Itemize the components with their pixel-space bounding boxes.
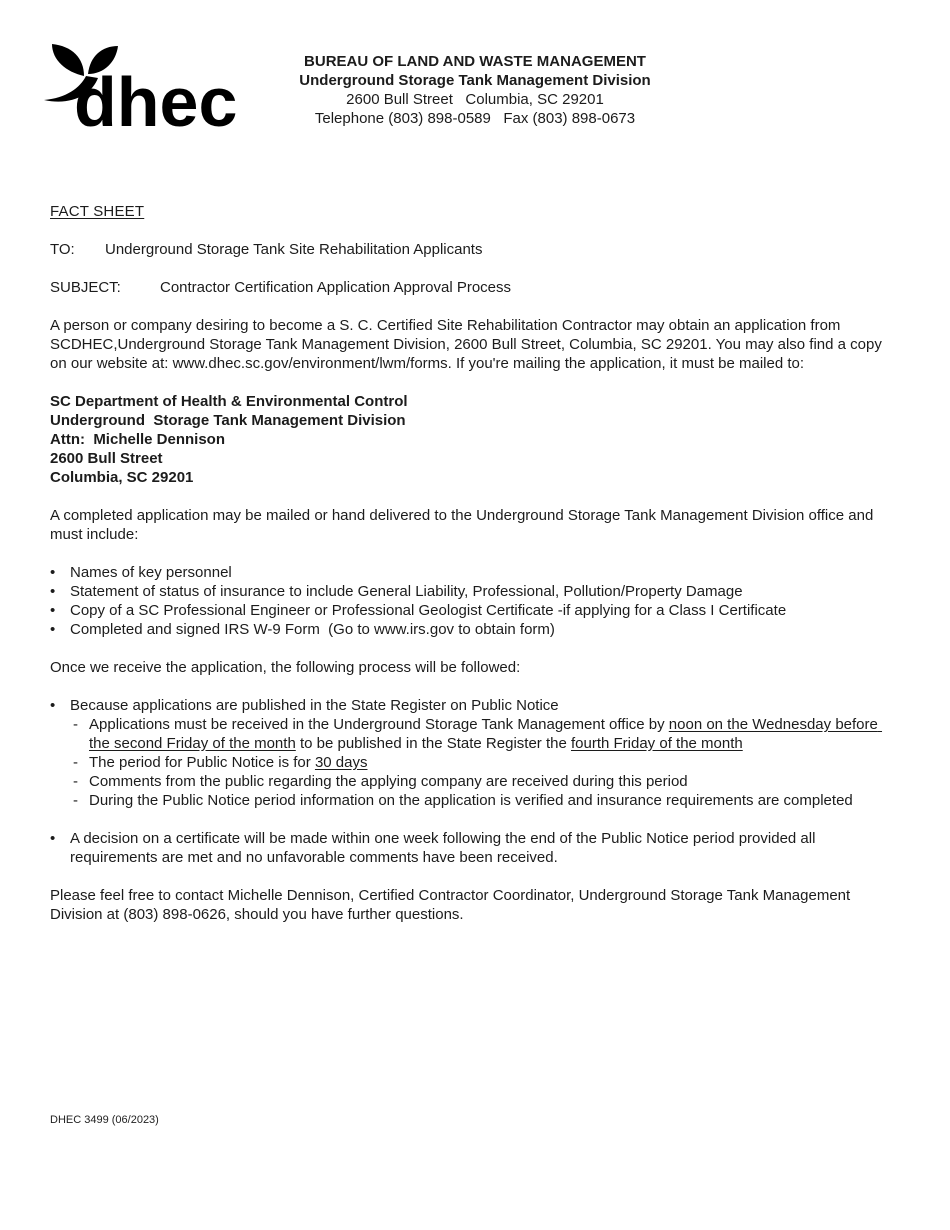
list-item-text: Completed and signed IRS W-9 Form (Go to www.irs.gov to obtain form) bbox=[70, 621, 555, 638]
decision-bullet-text: A decision on a certificate will be made within one week following the end of the Public Notice period provided all requirements are met and no unfavorable comments have been received. bbox=[70, 830, 820, 866]
dash-marker: - bbox=[73, 716, 78, 733]
sub-item-underlined-segment: noon on the Wednesday before the second Friday of the month bbox=[89, 716, 883, 752]
document-body bbox=[50, 202, 887, 943]
process-bullet-content bbox=[70, 696, 882, 810]
sub-item-verification bbox=[73, 791, 882, 810]
to-value: Underground Storage Tank Site Rehabilitation Applicants bbox=[105, 241, 483, 258]
process-intro-paragraph: Once we receive the application, the following process will be followed: bbox=[50, 659, 521, 676]
to-label: TO: bbox=[50, 241, 75, 258]
letterhead bbox=[0, 0, 950, 150]
subject-value: Contractor Certification Application Approval Process bbox=[160, 279, 512, 296]
closing-paragraph: Please feel free to contact Michelle Dennison, Certified Contractor Coordinator, Underground Storage Tank Management Division at (803) 898-0626, should you have further questions. bbox=[50, 887, 855, 923]
sub-item-text: Comments from the public regarding the applying company are received during this period bbox=[89, 773, 688, 790]
dhec-leaf-icon bbox=[44, 42, 249, 132]
list-item bbox=[50, 601, 882, 620]
list-item bbox=[50, 620, 882, 639]
to-line bbox=[50, 240, 882, 259]
intro-paragraph: A person or company desiring to become a S. C. Certified Site Rehabilitation Contractor may obtain an application from SCDHEC,Underground Storage Tank Management Division, 2600 Bull Street, Columbia, SC 29201. You may also find a copy on our website at: www.dhec.sc.gov/environment/lwm/forms. If you're mailing the application, it must be mailed to: bbox=[50, 317, 887, 372]
bullet-marker: • bbox=[50, 602, 56, 619]
sub-item-text: During the Public Notice period information on the application is verified and insurance requirements are completed bbox=[89, 792, 853, 809]
subject-line bbox=[50, 278, 882, 297]
delivery-paragraph: A completed application may be mailed or hand delivered to the Underground Storage Tank Management Division office and must include: bbox=[50, 507, 878, 543]
include-list bbox=[50, 563, 882, 639]
list-item-text: Statement of status of insurance to include General Liability, Professional, Pollution/Property Damage bbox=[70, 583, 743, 600]
fact-sheet-title bbox=[50, 202, 882, 221]
bureau-title: BUREAU OF LAND AND WASTE MANAGEMENT bbox=[304, 53, 646, 70]
dash-marker: - bbox=[73, 792, 78, 809]
mailing-address-line: Attn: Michelle Dennison bbox=[50, 431, 226, 448]
sub-item-comments bbox=[73, 772, 882, 791]
sub-item-deadline bbox=[73, 715, 882, 753]
sub-item-period bbox=[73, 753, 882, 772]
dhec-wordmark: dhec bbox=[74, 63, 238, 132]
process-bullet-text: Because applications are published in the State Register on Public Notice bbox=[70, 697, 559, 714]
mailing-address-line: 2600 Bull Street bbox=[50, 450, 163, 467]
form-number: DHEC 3499 (06/2023) bbox=[50, 1114, 159, 1126]
letterhead-address: 2600 Bull Street Columbia, SC 29201 bbox=[346, 91, 604, 108]
dash-marker: - bbox=[73, 773, 78, 790]
dhec-logo bbox=[44, 42, 249, 132]
fact-sheet-title-text: FACT SHEET bbox=[50, 203, 145, 220]
sub-item-segment: Applications must be received in the Underground Storage Tank Management office by bbox=[89, 716, 669, 733]
process-bullet-decision bbox=[50, 829, 882, 867]
mailing-address-line: SC Department of Health & Environmental Control bbox=[50, 393, 408, 410]
dash-marker: - bbox=[73, 754, 78, 771]
division-title: Underground Storage Tank Management Division bbox=[299, 72, 651, 89]
sub-item-segment: The period for Public Notice is for bbox=[89, 754, 315, 771]
list-item bbox=[50, 582, 882, 601]
bullet-marker: • bbox=[50, 564, 56, 581]
sub-item-text bbox=[89, 753, 882, 772]
process-bullet-public-notice bbox=[50, 696, 882, 810]
bullet-marker: • bbox=[50, 830, 56, 847]
sub-item-segment: to be published in the State Register the bbox=[295, 735, 571, 752]
sub-item-underlined-segment: 30 days bbox=[314, 754, 368, 771]
subject-label: SUBJECT: bbox=[50, 279, 121, 296]
sub-item-underlined-segment: fourth Friday of the month bbox=[570, 735, 743, 752]
letterhead-phone-fax: Telephone (803) 898-0589 Fax (803) 898-0673 bbox=[314, 110, 636, 127]
list-item bbox=[50, 563, 882, 582]
sub-item-text bbox=[89, 715, 882, 753]
bullet-marker: • bbox=[50, 621, 56, 638]
list-item-text: Names of key personnel bbox=[70, 564, 232, 581]
bullet-marker: • bbox=[50, 697, 56, 714]
list-item-text: Copy of a SC Professional Engineer or Professional Geologist Certificate -if applying for a Class I Certificate bbox=[70, 602, 787, 619]
mailing-address-block bbox=[50, 392, 882, 487]
bullet-marker: • bbox=[50, 583, 56, 600]
mailing-address-line: Underground Storage Tank Management Division bbox=[50, 412, 406, 429]
mailing-address-line: Columbia, SC 29201 bbox=[50, 469, 194, 486]
